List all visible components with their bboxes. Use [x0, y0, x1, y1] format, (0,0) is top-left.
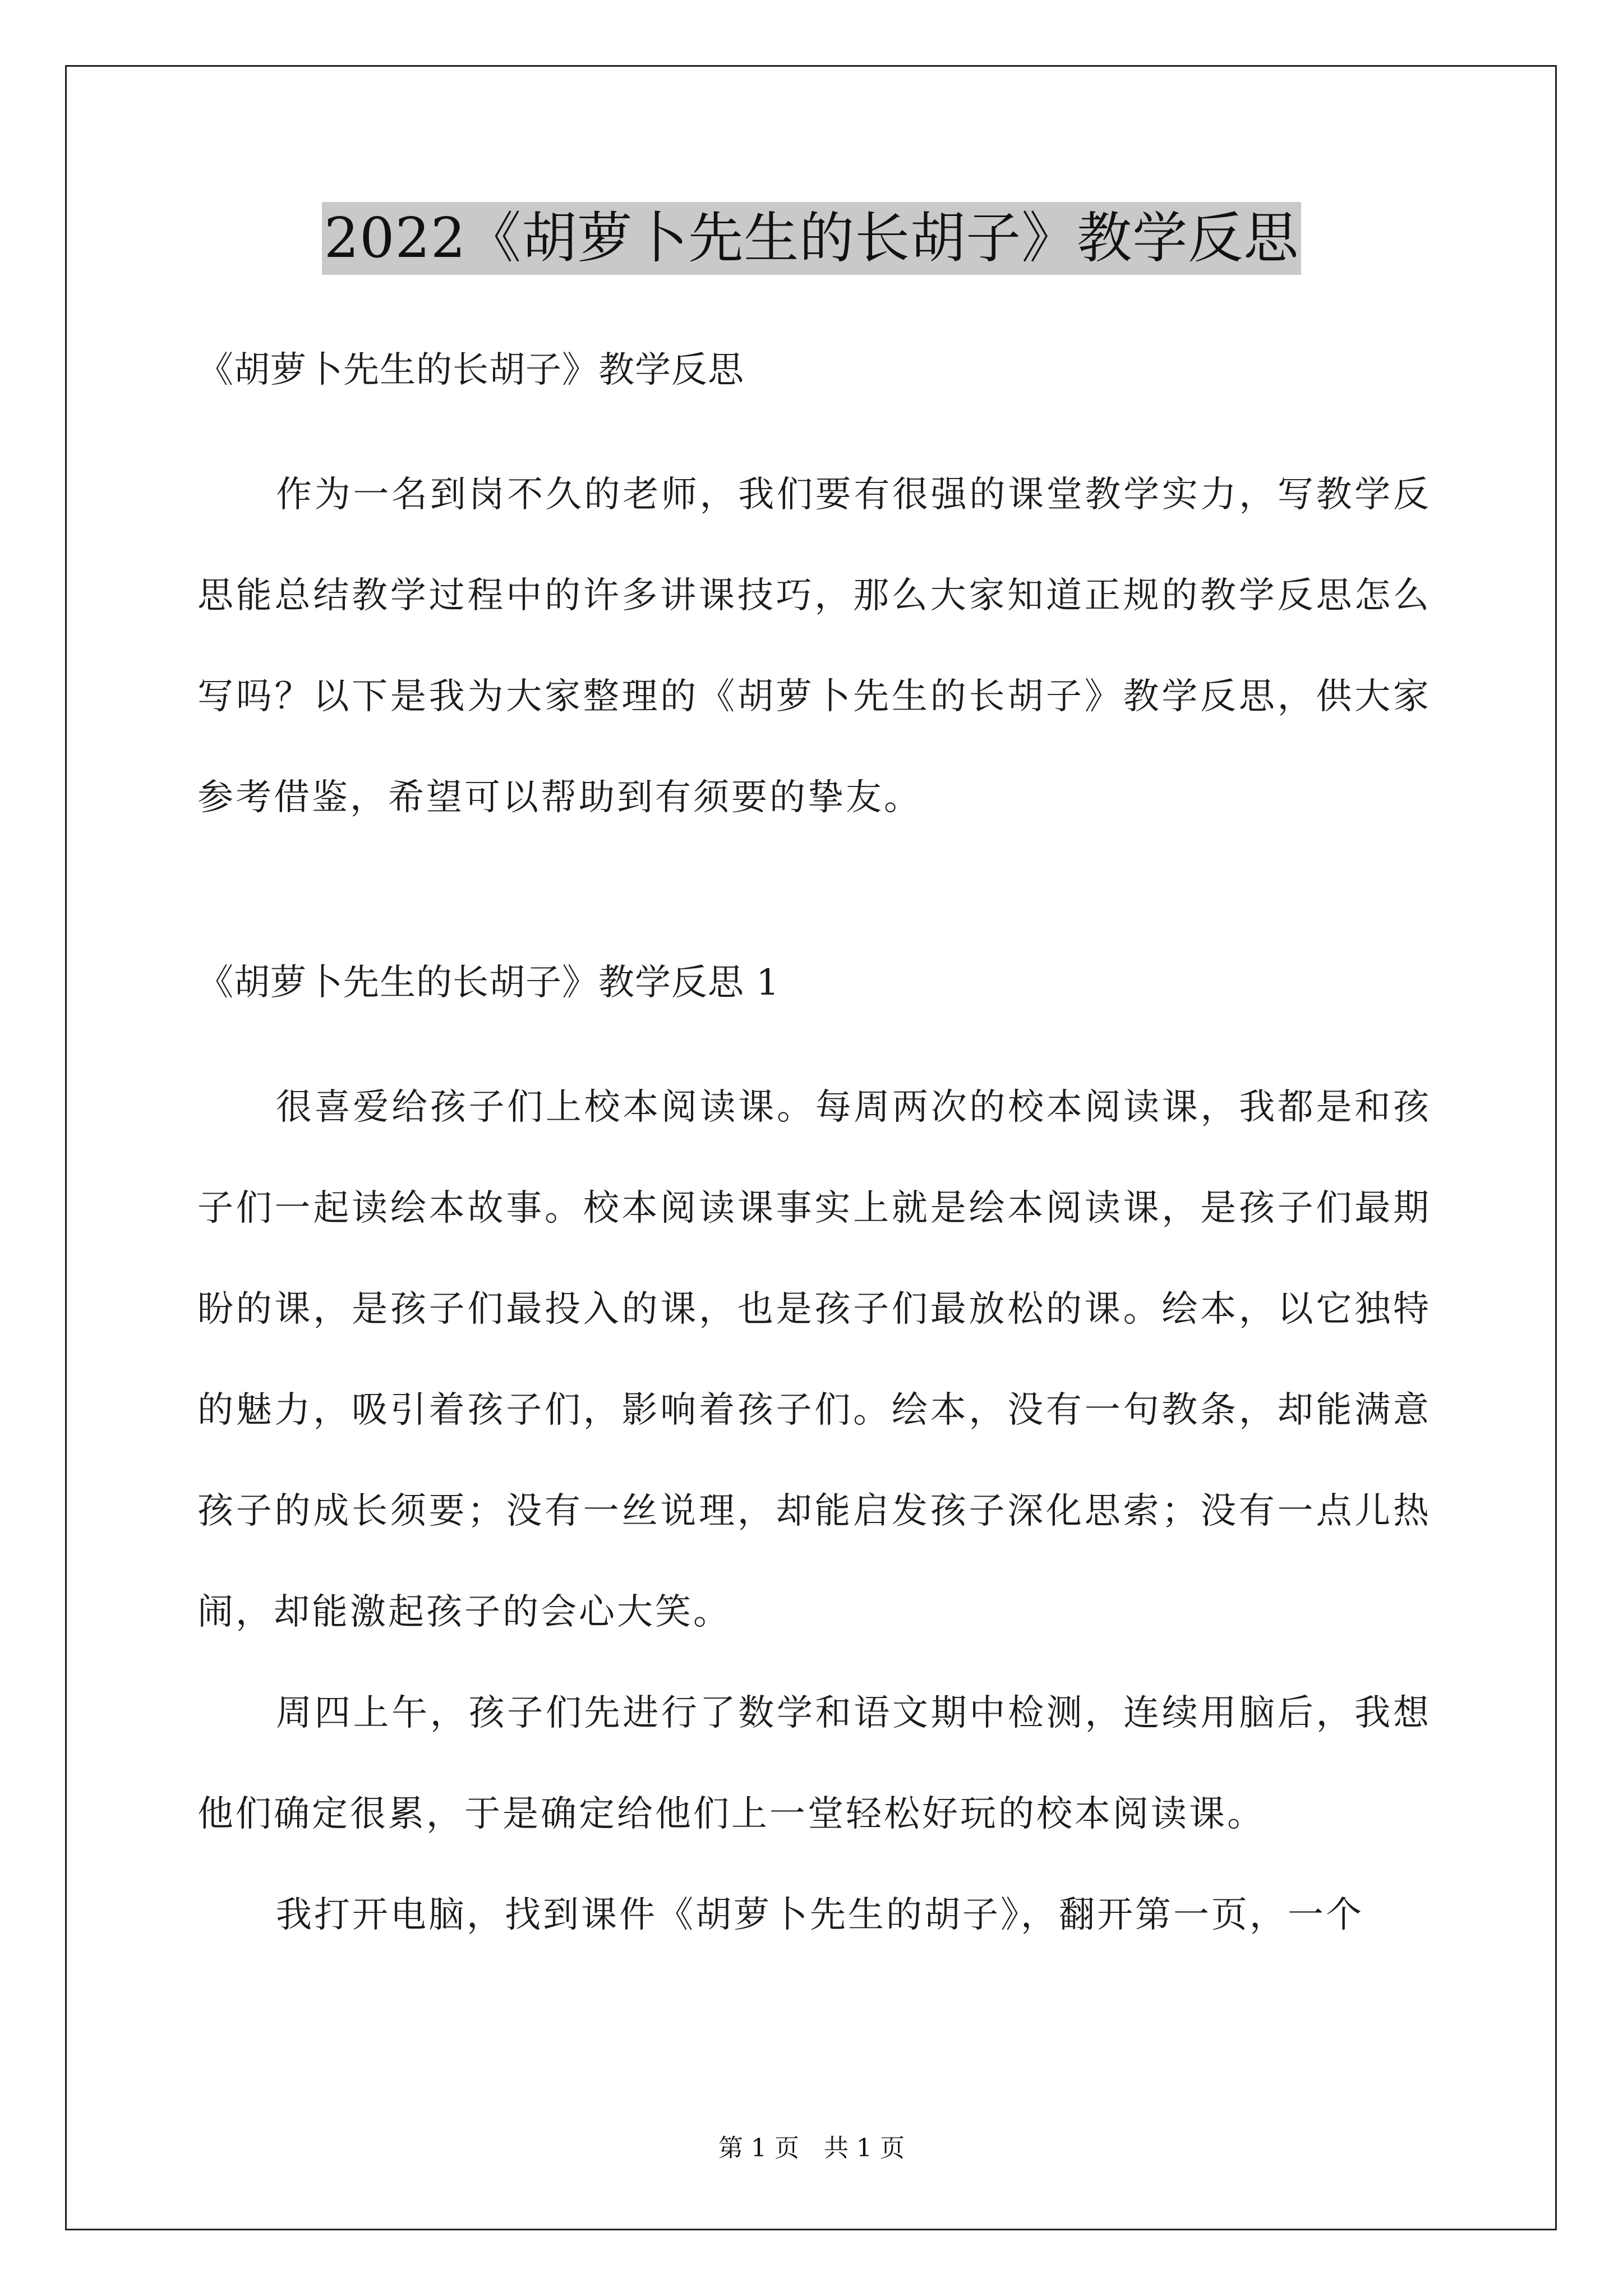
spacer: [197, 848, 1431, 960]
spacer: [197, 1005, 1431, 1057]
body-paragraph: 我打开电脑，找到课件《胡萝卜先生的胡子》，翻开第一页，一个: [276, 1894, 1364, 1936]
title-container: [0, 202, 1623, 275]
page-footer: 第 1 页 共 1 页: [718, 2134, 905, 2162]
body-paragraph: 周四上午，孩子们先进行了数学和语文期中检测，连续用脑后，我想他们确定很累，于是确定给他们上一堂轻松好玩的校本阅读课。: [197, 1692, 1431, 1835]
section-heading: 《胡萝卜先生的长胡子》教学反思 1: [197, 962, 780, 1004]
intro-heading: 《胡萝卜先生的长胡子》教学反思: [197, 349, 744, 391]
intro-paragraph: 作为一名到岗不久的老师，我们要有很强的课堂教学实力，写教学反思能总结教学过程中的许多讲课技巧，那么大家知道正规的教学反思怎么写吗？以下是我为大家整理的《胡萝卜先生的长胡子》教学反思，供大家参考借鉴，希望可以帮助到有须要的挚友。: [197, 474, 1431, 818]
document-body: [197, 348, 1431, 1966]
body-paragraph: 很喜爱给孩子们上校本阅读课。每周两次的校本阅读课，我都是和孩子们一起读绘本故事。校本阅读课事实上就是绘本阅读课，是孩子们最期盼的课，是孩子们最投入的课，也是孩子们最放松的课。绘本，以它独特的魅力，吸引着孩子们，影响着孩子们。绘本，没有一句教条，却能满意孩子的成长须要；没有一丝说理，却能启发孩子深化思索；没有一点儿热闹，却能激起孩子的会心大笑。: [197, 1087, 1431, 1633]
document-title: 2022《胡萝卜先生的长胡子》教学反思: [322, 202, 1301, 275]
spacer: [197, 393, 1431, 444]
